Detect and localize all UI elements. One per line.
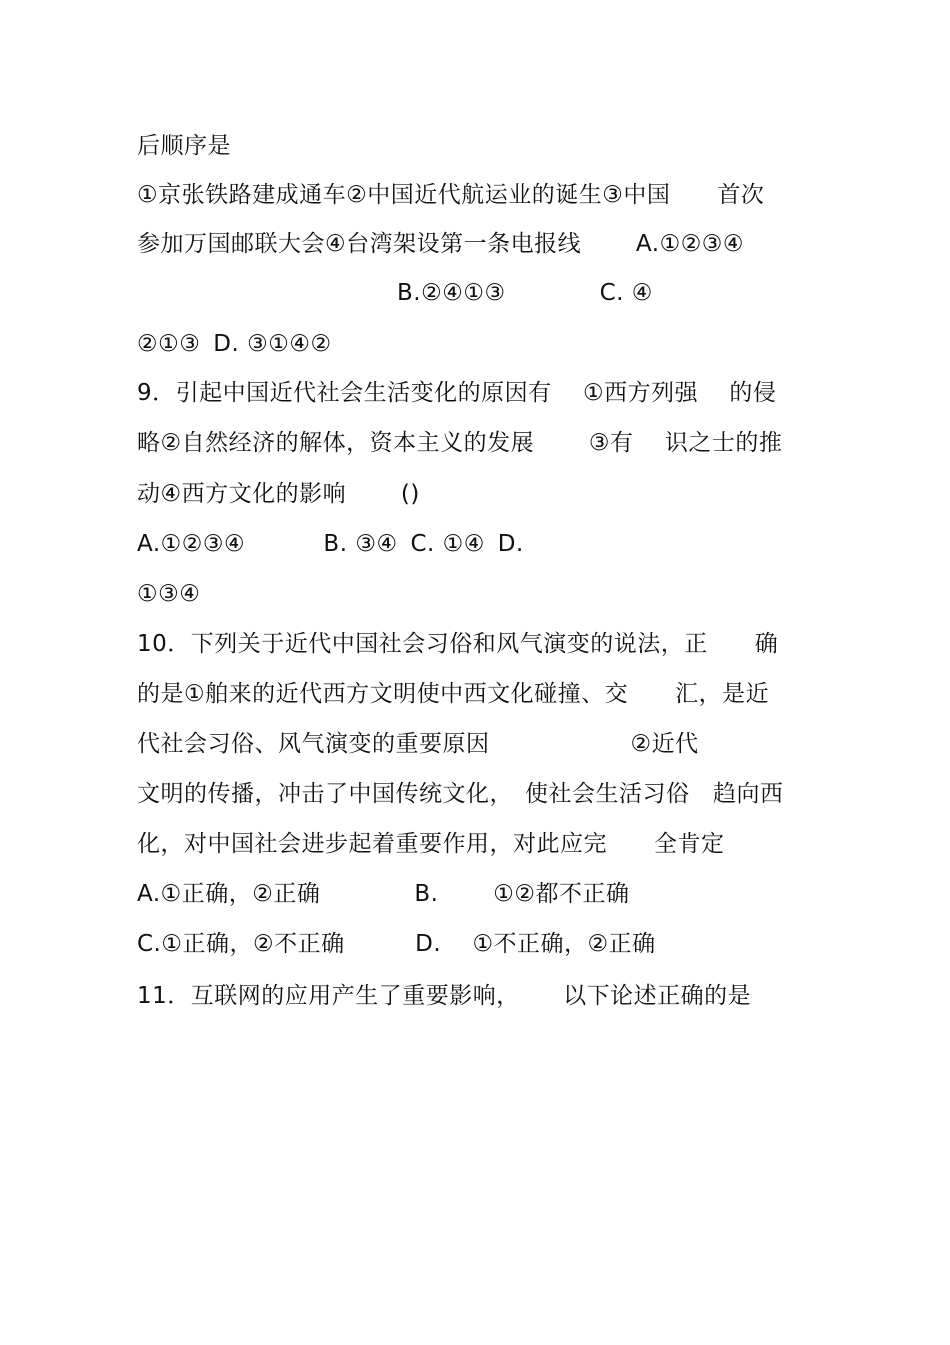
text-line-4: B.②④①③ C. ④ [397,280,653,306]
text-line-2: ①京张铁路建成通车②中国近代航运业的诞生③中国 首次 [137,182,765,208]
question-9-options: A.①②③④ B. ③④ C. ①④ D. [137,531,524,557]
text-line-1: 后顺序是 [137,133,231,159]
text-line-3: 参加万国邮联大会④台湾架设第一条电报线 A.①②③④ [137,231,745,257]
question-10-line-3: 代社会习俗、风气演变的重要原因 ②近代 [137,731,699,757]
question-9-line-3: 动④西方文化的影响 () [137,481,420,507]
question-9-line-2: 略②自然经济的解体，资本主义的发展 ③有 识之士的推 [137,430,783,456]
question-10-line-2: 的是①舶来的近代西方文明使中西文化碰撞、交 汇，是近 [137,681,770,707]
text-line-5: ②①③ D. ③①④② [137,331,332,357]
question-10-options-cd: C.①正确，②不正确 D. ①不正确，②正确 [137,931,656,957]
question-11-line-1: 11．互联网的应用产生了重要影响， 以下论述正确的是 [137,983,752,1009]
question-10-line-5: 化，对中国社会进步起着重要作用，对此应完 全肯定 [137,831,725,857]
question-9-line-1: 9．引起中国近代社会生活变化的原因有 ①西方列强 的侵 [137,380,777,406]
question-10-line-1: 10．下列关于近代中国社会习俗和风气演变的说法，正 确 [137,631,779,657]
question-10-options-ab: A.①正确，②正确 B. ①②都不正确 [137,881,630,907]
question-10-line-4: 文明的传播，冲击了中国传统文化， 使社会生活习俗 趋向西 [137,781,784,807]
question-9-option-d: ①③④ [137,581,201,607]
